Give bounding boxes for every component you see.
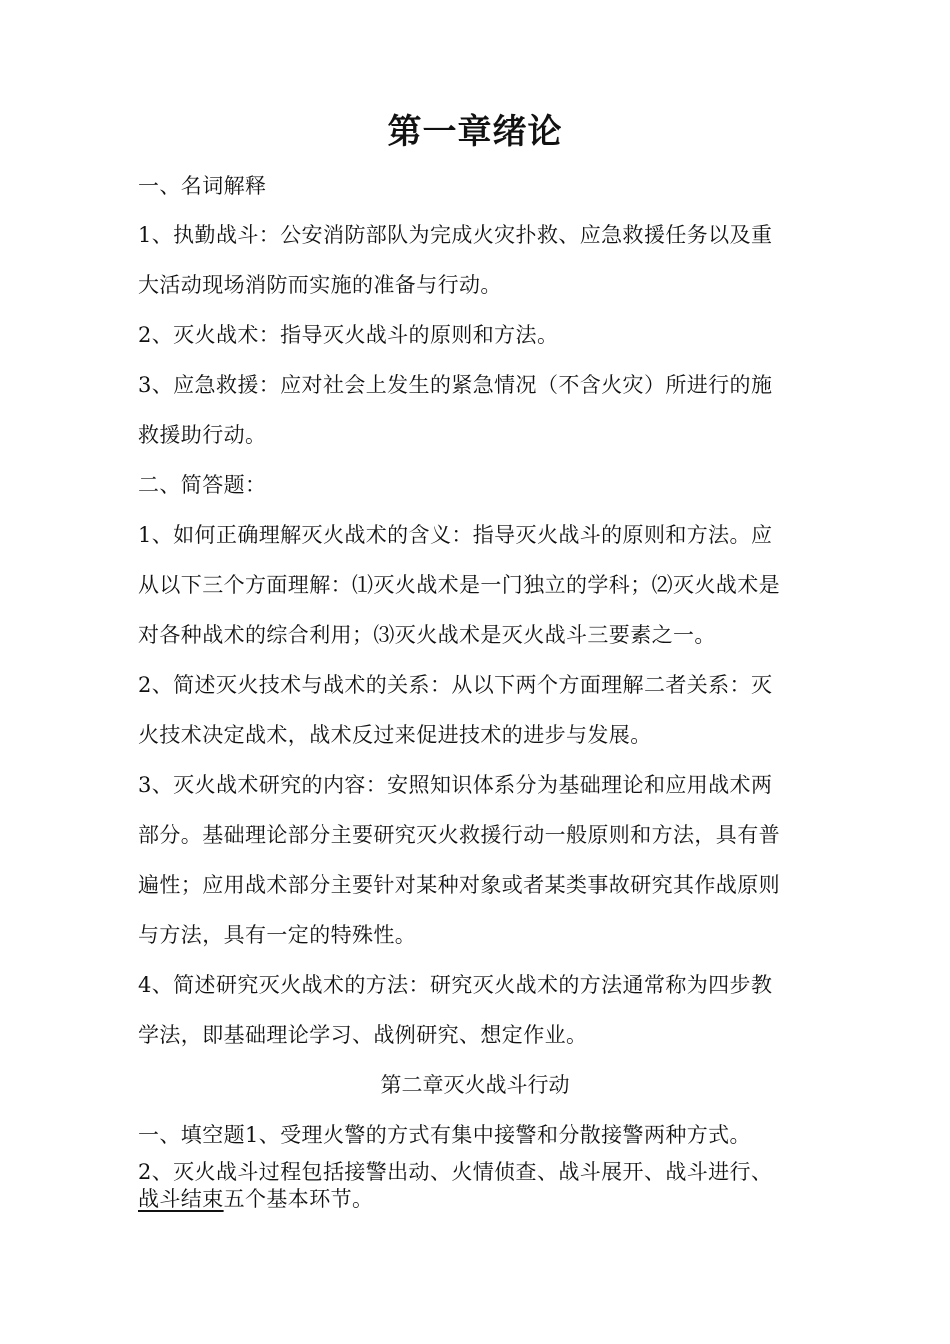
section-2-heading: 二、简答题： xyxy=(138,473,267,497)
question-1-line-2: 从以下三个方面理解：⑴灭火战术是一门独立的学科；⑵灭火战术是 xyxy=(138,573,780,597)
term-1-line-1: 1、执勤战斗：公安消防部队为完成火灾扑救、应急救援任务以及重 xyxy=(138,223,773,247)
term-2-line-1: 2、灭火战术：指导灭火战斗的原则和方法。 xyxy=(138,323,559,347)
question-3-line-2: 部分。基础理论部分主要研究灭火救援行动一般原则和方法，具有普 xyxy=(138,823,780,847)
question-1-line-1: 1、如何正确理解灭火战术的含义：指导灭火战斗的原则和方法。应 xyxy=(138,523,773,547)
question-1-line-3: 对各种战术的综合利用；⑶灭火战术是灭火战斗三要素之一。 xyxy=(138,623,716,647)
question-2-line-2: 火技术决定战术，战术反过来促进技术的进步与发展。 xyxy=(138,723,652,747)
question-3-line-1: 3、灭火战术研究的内容：安照知识体系分为基础理论和应用战术两 xyxy=(138,773,773,797)
chapter-1-title: 第一章绪论 xyxy=(387,112,563,152)
fill-blank-2-line-2 xyxy=(138,1183,373,1213)
question-3-line-4: 与方法，具有一定的特殊性。 xyxy=(138,923,417,947)
chapter-2-title: 第二章灭火战斗行动 xyxy=(380,1073,570,1097)
fill-blank-1-line: 一、填空题1、受理火警的方式有集中接警和分散接警两种方式。 xyxy=(138,1123,751,1147)
question-4-line-2: 学法，即基础理论学习、战例研究、想定作业。 xyxy=(138,1023,588,1047)
question-4-line-1: 4、简述研究灭火战术的方法：研究灭火战术的方法通常称为四步教 xyxy=(138,973,773,997)
fill-blank-2-line-1: 2、灭火战斗过程包括接警出动、火情侦查、战斗展开、战斗进行、 xyxy=(138,1160,773,1184)
term-1-line-2: 大活动现场消防而实施的准备与行动。 xyxy=(138,273,502,297)
term-3-line-1: 3、应急救援：应对社会上发生的紧急情况（不含火灾）所进行的施 xyxy=(138,373,773,397)
fill-blank-2-line-2-rest: 五个基本环节。 xyxy=(223,1187,374,1211)
section-1-heading: 一、名词解释 xyxy=(138,174,267,198)
question-3-line-3: 遍性；应用战术部分主要针对某种对象或者某类事故研究其作战原则 xyxy=(138,873,780,897)
underlined-answer: 战斗结束 xyxy=(138,1187,224,1211)
question-2-line-1: 2、简述灭火技术与战术的关系：从以下两个方面理解二者关系：灭 xyxy=(138,673,773,697)
term-3-line-2: 救援助行动。 xyxy=(138,423,267,447)
